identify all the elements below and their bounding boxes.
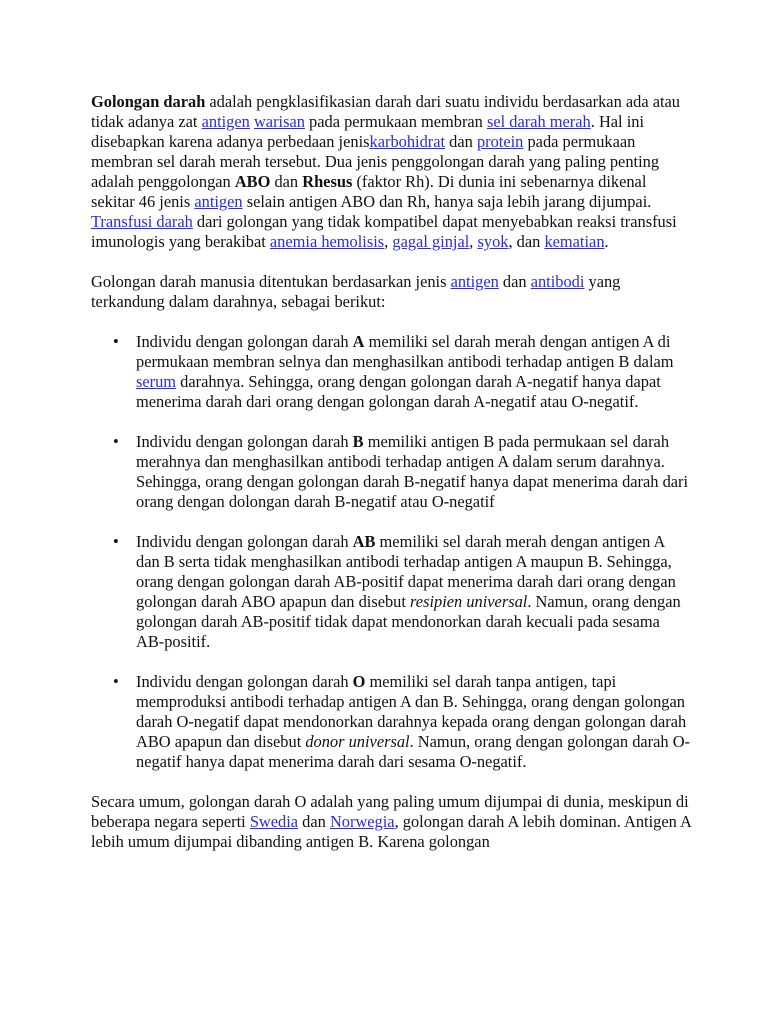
link-antigen[interactable]: antigen (201, 112, 250, 131)
link-syok[interactable]: syok (477, 232, 509, 251)
text-span: , (469, 232, 478, 251)
bullet-icon: • (113, 532, 119, 551)
text-span: Secara umum, golongan darah O adalah yang paling umum dijumpai di dunia, meskipun di beberapa negara seperti (91, 792, 689, 831)
intro-paragraph (91, 92, 691, 252)
bullet-icon: • (113, 332, 119, 351)
text-span: dan (270, 172, 303, 191)
text-span: dari golongan yang tidak kompatibel dapat menyebabkan reaksi transfusi imunologis yang berakibat (91, 212, 677, 251)
link-protein[interactable]: protein (476, 132, 524, 151)
text-span: . Hal ini disebapkan karena adanya perbedaan jenis (91, 112, 645, 151)
bullet-icon: • (113, 432, 119, 451)
term-type-a: A (352, 332, 365, 351)
link-swedia[interactable]: Swedia (249, 812, 299, 831)
link-sel-darah-merah[interactable]: sel darah merah (486, 112, 591, 131)
link-antigen-2[interactable]: antigen (194, 192, 243, 211)
term-abo: ABO (234, 172, 271, 191)
text-span: , golongan darah A lebih dominan. Antigen A lebih umum dijumpai dibanding antigen B. Karena golongan (91, 812, 691, 851)
link-karbohidrat[interactable]: karbohidrat (369, 132, 446, 151)
text-span: Individu dengan golongan darah (136, 432, 353, 451)
list-item-type-b (91, 432, 691, 512)
bullet-icon: • (113, 672, 119, 691)
link-anemia-hemolisis[interactable]: anemia hemolisis (269, 232, 385, 251)
term-type-ab: AB (352, 532, 376, 551)
link-transfusi-darah[interactable]: Transfusi darah (91, 212, 193, 231)
text-span: selain antigen ABO dan Rh, hanya saja lebih jarang dijumpai. (242, 192, 652, 211)
link-antigen-3[interactable]: antigen (450, 272, 499, 291)
text-span: (faktor Rh). Di dunia ini sebenarnya dikenal sekitar 46 jenis (91, 172, 647, 211)
text-span: memiliki antigen B pada permukaan sel darah merahnya dan menghasilkan antibodi terhadap antigen A dalam serum darahnya. Sehingga, orang dengan golongan darah B-negatif hanya dapat menerima darah dari orang dengan dolongan darah B-negatif atau O-negatif (136, 432, 689, 511)
link-kematian[interactable]: kematian (544, 232, 605, 251)
text-span: . Namun, orang dengan golongan darah AB-positif tidak dapat mendonorkan darah kecuali pada sesama AB-positif. (136, 592, 681, 651)
term-donor-universal: donor universal (305, 732, 410, 751)
document-page (91, 92, 691, 852)
text-span: adalah pengklasifikasian darah dari suatu individu berdasarkan ada atau tidak adanya zat (91, 92, 681, 131)
list-item-type-a (91, 332, 691, 412)
text-span: dan (498, 272, 531, 291)
link-serum[interactable]: serum (136, 372, 177, 391)
text-span: memiliki sel darah merah dengan antigen A di permukaan membran selnya dan menghasilkan antibodi terhadap antigen B dalam (136, 332, 674, 371)
text-span: , dan (508, 232, 545, 251)
distribution-paragraph (91, 792, 691, 852)
term-type-o: O (352, 672, 366, 691)
term-rhesus: Rhesus (302, 172, 353, 191)
text-span: darahnya. Sehingga, orang dengan golongan darah A-negatif hanya dapat menerima darah dari orang dengan golongan darah A-negatif atau O-negatif. (136, 372, 661, 411)
term-golongan-darah: Golongan darah (91, 92, 206, 111)
text-span: pada permukaan membran sel darah merah tersebut. Dua jenis penggolongan darah yang paling penting adalah penggolongan (91, 132, 660, 191)
text-span: , (384, 232, 393, 251)
text-span: Individu dengan golongan darah (136, 532, 353, 551)
link-antibodi[interactable]: antibodi (530, 272, 585, 291)
text-span: pada permukaan membran (304, 112, 487, 131)
text-span: memiliki sel darah tanpa antigen, tapi memproduksi antibodi terhadap antigen A dan B. Sehingga, orang dengan golongan darah O-negatif dapat mendonorkan darahnya kepada orang dengan golongan darah ABO apapun dan disebut (136, 672, 687, 751)
text-span: . (604, 232, 609, 251)
text-span: dan (445, 132, 477, 151)
text-span: Individu dengan golongan darah (136, 332, 353, 351)
determination-paragraph (91, 272, 691, 312)
text-span: . Namun, orang dengan golongan darah O-negatif hanya dapat menerima darah dari sesama O-negatif. (136, 732, 690, 771)
link-gagal-ginjal[interactable]: gagal ginjal (392, 232, 470, 251)
term-type-b: B (352, 432, 364, 451)
list-item-type-o (91, 672, 691, 772)
blood-type-list (91, 332, 691, 772)
text-span: Individu dengan golongan darah (136, 672, 353, 691)
text-span: yang terkandung dalam darahnya, sebagai berikut: (91, 272, 621, 311)
term-resipien-universal: resipien universal (410, 592, 528, 611)
link-norwegia[interactable]: Norwegia (329, 812, 395, 831)
link-warisan[interactable]: warisan (253, 112, 305, 131)
list-item-type-ab (91, 532, 691, 652)
text-span: dan (298, 812, 330, 831)
text-span: memiliki sel darah merah dengan antigen A dan B serta tidak menghasilkan antibodi terhadap antigen A maupun B. Sehingga, orang dengan golongan darah AB-positif dapat menerima darah dari orang dengan golongan darah ABO apapun dan disebut (136, 532, 676, 611)
text-span: Golongan darah manusia ditentukan berdasarkan jenis (91, 272, 451, 291)
